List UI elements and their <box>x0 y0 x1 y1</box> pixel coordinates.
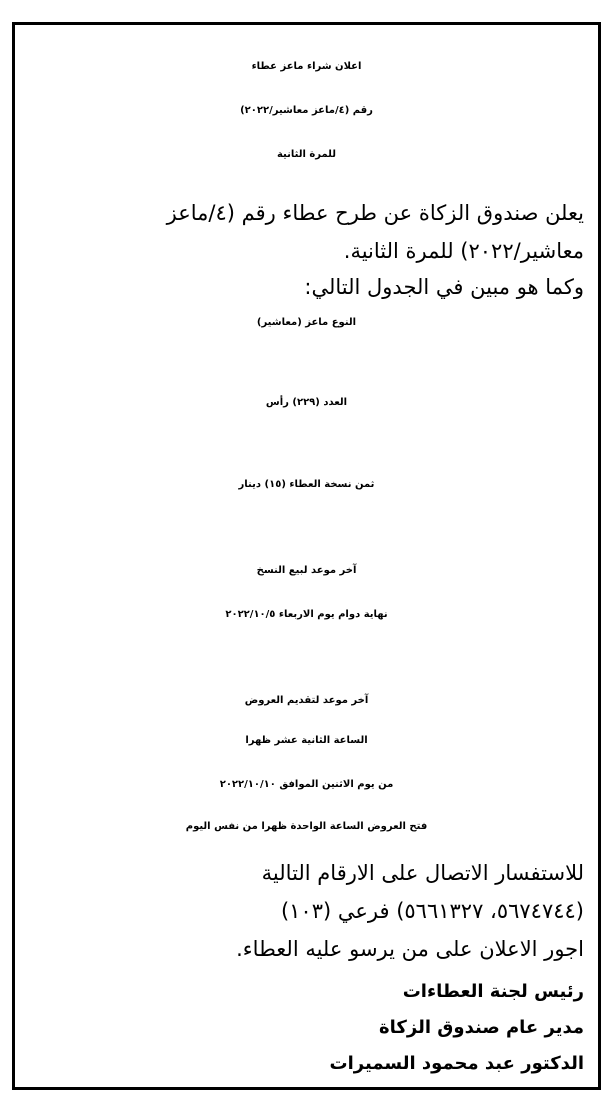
sale-deadline-label: آخر موعد لبيع النسخ <box>256 565 357 576</box>
signature-line-3: الدكتور عبد محمود السميرات <box>329 1053 584 1074</box>
ad-fees: اجور الاعلان على من يرسو عليه العطاء. <box>236 937 584 961</box>
title-line-1: اعلان شراء ماعز عطاء <box>251 61 362 72</box>
signature-line-1: رئيس لجنة العطاءات <box>402 981 584 1002</box>
offers-deadline-time: الساعة الثانية عشر ظهرا <box>245 735 368 746</box>
inquiry-line-2: (٥٦٧٤٧٤٤، ٥٦٦١٣٢٧) فرعي (١٠٣) <box>280 899 584 923</box>
copy-price: ثمن نسخة العطاء (١٥) دينار <box>238 479 375 490</box>
inquiry-line-1: للاستفسار الاتصال على الارقام التالية <box>261 861 584 885</box>
announcement-frame <box>12 22 601 1090</box>
head-count: العدد (٢٢٩) رأس <box>265 397 348 408</box>
title-line-2: رقم (٤/ماعز معاشير/٢٠٢٢) <box>240 105 373 116</box>
intro-line-3: وكما هو مبين في الجدول التالي: <box>304 275 584 299</box>
intro-line-1: يعلن صندوق الزكاة عن طرح عطاء رقم (٤/ماعز <box>166 201 584 225</box>
offers-deadline-label: آخر موعد لتقديم العروض <box>244 695 369 706</box>
sale-deadline-value: نهاية دوام يوم الاربعاء ٢٠٢٢/١٠/٥ <box>225 609 388 620</box>
signature-line-2: مدير عام صندوق الزكاة <box>379 1017 584 1038</box>
goat-type: النوع ماعز (معاشير) <box>256 317 357 328</box>
title-line-3: للمرة الثانية <box>276 149 337 160</box>
intro-line-2: معاشير/٢٠٢٢) للمرة الثانية. <box>343 239 584 263</box>
opening-time: فتح العروض الساعة الواحدة ظهرا من نفس اليوم <box>185 821 428 832</box>
offers-deadline-day: من يوم الاثنين الموافق ٢٠٢٢/١٠/١٠ <box>219 779 394 790</box>
